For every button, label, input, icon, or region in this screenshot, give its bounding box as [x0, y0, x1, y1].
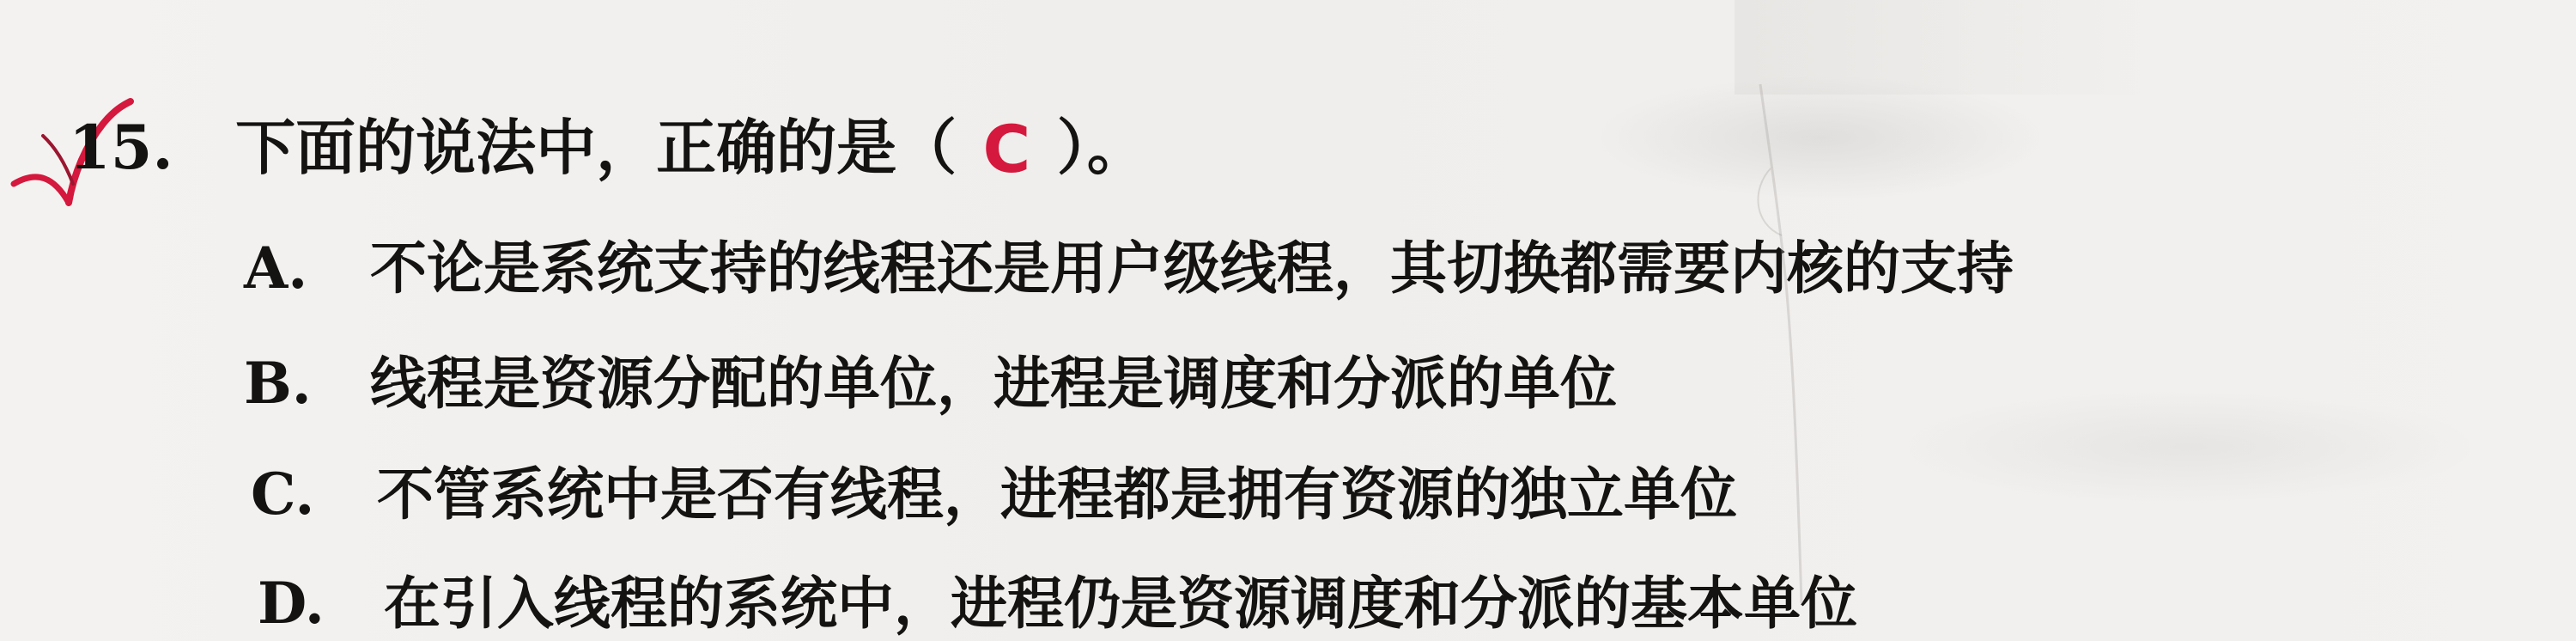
option-b: [244, 339, 1617, 428]
option-text: 在引入线程的系统中，进程仍是资源调度和分派的基本单位: [383, 570, 1857, 637]
faint-pencil-stroke: [1726, 77, 1829, 610]
handwritten-answer: C: [982, 111, 1031, 187]
question-text-before: 下面的说法中，正确的是（: [235, 112, 957, 183]
question-text-after: ）。: [1056, 112, 1147, 183]
question-number: 15.: [69, 112, 173, 183]
option-text: 线程是资源分配的单位，进程是调度和分派的单位: [369, 350, 1617, 417]
option-text: 不管系统中是否有线程，进程都是拥有资源的独立单位: [376, 461, 1737, 528]
option-d: [258, 559, 1857, 641]
option-c: [251, 449, 1737, 539]
question-line: [69, 103, 1147, 189]
option-label: A.: [244, 235, 308, 302]
option-label: C.: [251, 461, 315, 528]
option-label: D.: [258, 570, 325, 637]
option-text: 不论是系统支持的线程还是用户级线程，其切换都需要内核的支持: [369, 235, 2014, 302]
option-label: B.: [244, 350, 312, 417]
